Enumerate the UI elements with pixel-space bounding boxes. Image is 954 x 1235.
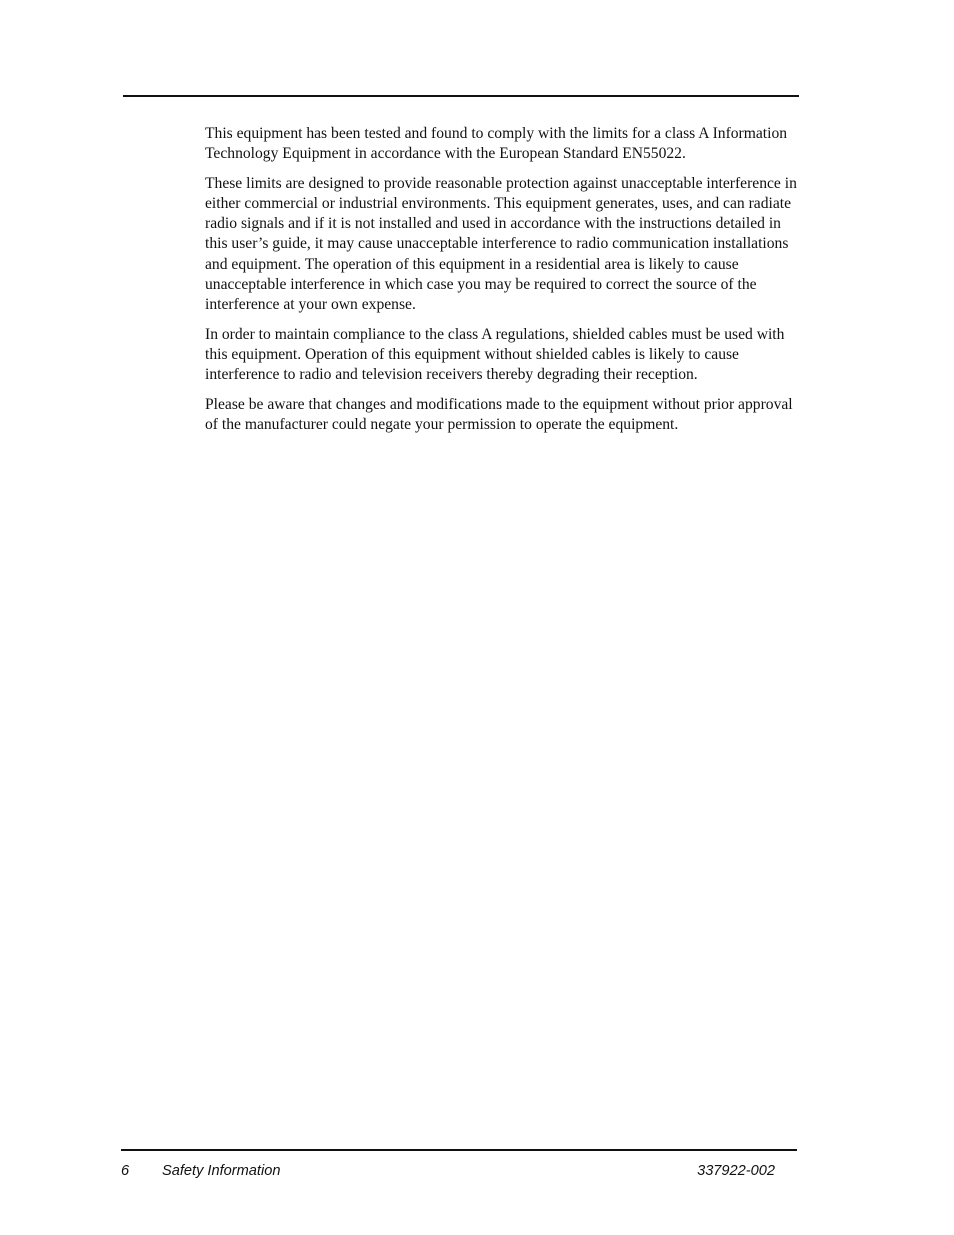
footer-rule	[121, 1149, 797, 1151]
footer-document-number: 337922-002	[697, 1163, 775, 1179]
paragraph-shielded-cables: In order to maintain compliance to the class A regulations, shielded cables must be used with this equipment. Operation of this equipment without shielded cables is likely to cause interference to radio and television receivers thereby degrading their reception.	[205, 325, 785, 384]
paragraph-limits: These limits are designed to provide reasonable protection against unacceptable interference in either commercial or industrial environments. This equipment generates, uses, and can radiate radio signals and if it is not installed and used in accordance with the instructions detailed in this user’s guide, it may cause unacceptable interference to radio communication installations and equipment. The operation of this equipment in a residential area is likely to cause unacceptable interference in which case you may be required to correct the source of the interference at your own expense.	[205, 174, 797, 314]
footer-section-title: Safety Information	[162, 1163, 281, 1179]
body-text	[205, 124, 801, 444]
paragraph-modifications: Please be aware that changes and modifications made to the equipment without prior approval of the manufacturer could negate your permission to operate the equipment.	[205, 395, 793, 433]
header-rule	[123, 95, 799, 97]
paragraph-compliance: This equipment has been tested and found to comply with the limits for a class A Information Technology Equipment in accordance with the European Standard EN55022.	[205, 125, 788, 163]
footer-page-number: 6	[121, 1163, 130, 1179]
